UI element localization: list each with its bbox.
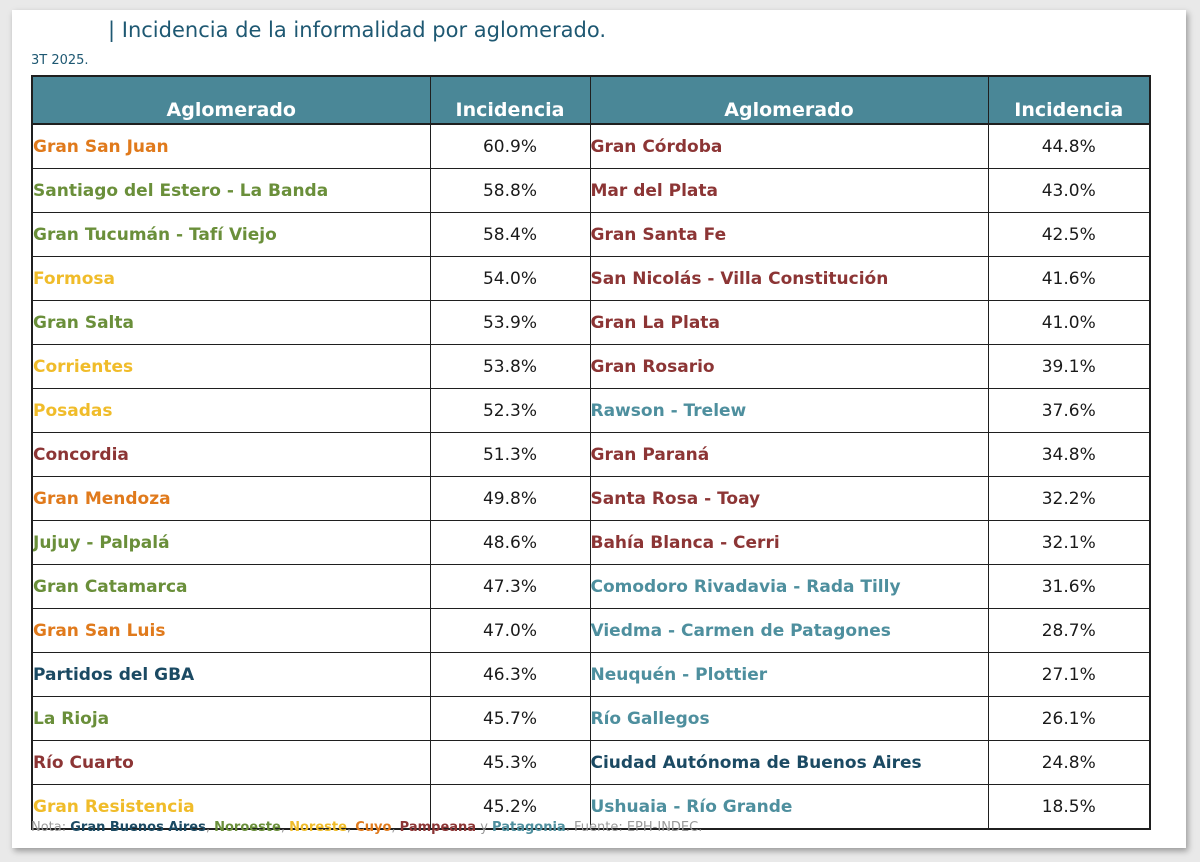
incidencia-value-left: 47.3% [430,565,590,609]
incidencia-value-left: 45.7% [430,697,590,741]
note-separator: , [280,820,290,835]
incidencia-value-right: 32.1% [988,521,1150,565]
incidencia-value-left: 45.3% [430,741,590,785]
table-row [32,653,1150,697]
table-row [32,477,1150,521]
table-body [32,124,1150,829]
aglomerado-name-left: Gran San Juan [32,124,430,169]
incidencia-value-right: 41.0% [988,301,1150,345]
note-separator: , [391,820,400,835]
table-row [32,741,1150,785]
legend-pampeana: Pampeana [399,820,477,835]
aglomerado-name-left: Partidos del GBA [32,653,430,697]
aglomerado-name-right: Gran Santa Fe [590,213,988,257]
aglomerado-name-right: Río Gallegos [590,697,988,741]
table-row [32,213,1150,257]
aglomerado-name-right: Santa Rosa - Toay [590,477,988,521]
footnote [31,820,702,835]
incidencia-value-right: 39.1% [988,345,1150,389]
aglomerado-name-right: Mar del Plata [590,169,988,213]
incidencia-value-right: 37.6% [988,389,1150,433]
table-row [32,124,1150,169]
incidencia-value-left: 47.0% [430,609,590,653]
incidencia-value-left: 48.6% [430,521,590,565]
table-row [32,565,1150,609]
aglomerado-name-left: La Rioja [32,697,430,741]
aglomerado-name-right: Neuquén - Plottier [590,653,988,697]
aglomerado-name-left: Formosa [32,257,430,301]
legend-cuyo: Cuyo [355,820,392,835]
incidencia-value-left: 49.8% [430,477,590,521]
header-aglomerado-left: Aglomerado [32,76,430,124]
incidencia-value-right: 28.7% [988,609,1150,653]
incidencia-value-left: 58.4% [430,213,590,257]
legend-noroeste: Noroeste [214,820,281,835]
note-separator: , [346,820,356,835]
page-title: | Incidencia de la informalidad por aglomerado. [108,18,607,42]
header-row [32,76,1150,124]
aglomerado-name-left: Concordia [32,433,430,477]
incidencia-value-right: 42.5% [988,213,1150,257]
informality-table [31,75,1151,830]
header-incidencia-right: Incidencia [988,76,1150,124]
aglomerado-name-left: Jujuy - Palpalá [32,521,430,565]
aglomerado-name-left: Gran Tucumán - Tafí Viejo [32,213,430,257]
aglomerado-name-left: Gran Resistencia [32,785,430,830]
incidencia-value-right: 44.8% [988,124,1150,169]
note-source: . Fuente: EPH-INDEC. [565,820,703,835]
table-row [32,521,1150,565]
legend-gba: Gran Buenos Aires [70,820,206,835]
report-card [12,10,1186,848]
aglomerado-name-right: San Nicolás - Villa Constitución [590,257,988,301]
table-row [32,301,1150,345]
incidencia-value-right: 41.6% [988,257,1150,301]
aglomerado-name-left: Gran San Luis [32,609,430,653]
aglomerado-name-right: Gran Paraná [590,433,988,477]
incidencia-value-right: 26.1% [988,697,1150,741]
incidencia-value-right: 24.8% [988,741,1150,785]
incidencia-value-right: 27.1% [988,653,1150,697]
aglomerado-name-left: Santiago del Estero - La Banda [32,169,430,213]
aglomerado-name-left: Corrientes [32,345,430,389]
note-separator: y [476,820,493,835]
table-row [32,433,1150,477]
aglomerado-name-right: Viedma - Carmen de Patagones [590,609,988,653]
table-row [32,697,1150,741]
incidencia-value-right: 32.2% [988,477,1150,521]
table-row [32,389,1150,433]
table-row [32,257,1150,301]
legend-patagonia: Patagonia [492,820,566,835]
table-row [32,345,1150,389]
incidencia-value-right: 31.6% [988,565,1150,609]
incidencia-value-left: 51.3% [430,433,590,477]
aglomerado-name-right: Rawson - Trelew [590,389,988,433]
aglomerado-name-right: Ciudad Autónoma de Buenos Aires [590,741,988,785]
aglomerado-name-left: Río Cuarto [32,741,430,785]
note-prefix: Nota: [31,820,71,835]
aglomerado-name-left: Posadas [32,389,430,433]
incidencia-value-left: 60.9% [430,124,590,169]
incidencia-value-left: 53.9% [430,301,590,345]
incidencia-value-left: 58.8% [430,169,590,213]
aglomerado-name-left: Gran Salta [32,301,430,345]
aglomerado-name-right: Ushuaia - Río Grande [590,785,988,830]
aglomerado-name-right: Gran La Plata [590,301,988,345]
note-separator: , [205,820,215,835]
aglomerado-name-right: Gran Rosario [590,345,988,389]
incidencia-value-right: 34.8% [988,433,1150,477]
aglomerado-name-right: Comodoro Rivadavia - Rada Tilly [590,565,988,609]
incidencia-value-left: 54.0% [430,257,590,301]
header-incidencia-left: Incidencia [430,76,590,124]
incidencia-value-left: 53.8% [430,345,590,389]
header-aglomerado-right: Aglomerado [590,76,988,124]
incidencia-value-left: 46.3% [430,653,590,697]
incidencia-value-left: 45.2% [430,785,590,830]
aglomerado-name-right: Gran Córdoba [590,124,988,169]
table-row [32,169,1150,213]
aglomerado-name-left: Gran Catamarca [32,565,430,609]
incidencia-value-right: 43.0% [988,169,1150,213]
aglomerado-name-left: Gran Mendoza [32,477,430,521]
table-row [32,609,1150,653]
legend-noreste: Noreste [289,820,347,835]
aglomerado-name-right: Bahía Blanca - Cerri [590,521,988,565]
period-label: 3T 2025. [31,53,89,68]
incidencia-value-right: 18.5% [988,785,1150,830]
incidencia-value-left: 52.3% [430,389,590,433]
table-header [32,76,1150,124]
